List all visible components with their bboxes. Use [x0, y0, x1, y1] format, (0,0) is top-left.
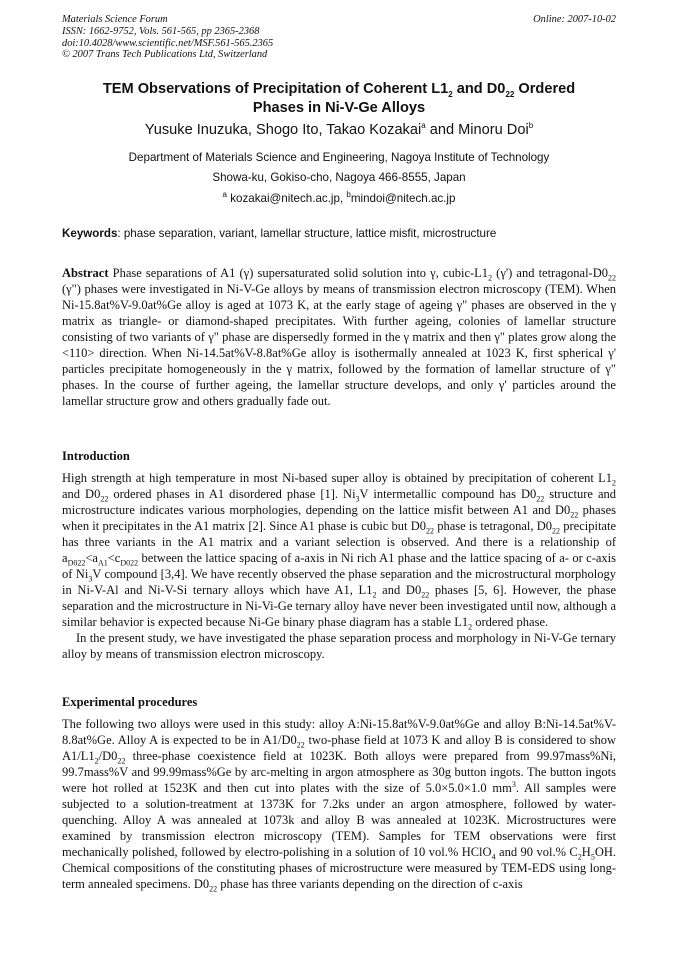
email-link-b[interactable]: mindoi@nitech.ac.jp [350, 192, 456, 205]
doi-line[interactable]: doi:10.4028/www.scientific.net/MSF.561-565.2365 [62, 37, 274, 49]
email-link-a[interactable]: kozakai@nitech.ac.jp, [227, 192, 347, 205]
journal-header [62, 14, 273, 61]
online-date: Online: 2007-10-02 [533, 14, 616, 25]
copyright-line: © 2007 Trans Tech Publications Ltd, Switzerland [62, 49, 268, 61]
affiliation-emails: $^a$ kozakai@nitech.ac.jp, $^b$mindoi@nitech.ac.jp [222, 190, 456, 205]
author-list: Yusuke Inuzuka, Shogo Ito, Takao Kozakai$^a$ and Minoru Doi$^b$ [144, 121, 534, 138]
affiliation-dept: Department of Materials Science and Engineering, Nagoya Institute of Technology [128, 151, 550, 164]
abstract: Abstract Phase separations of A1 (γ) supersaturated solid solution into γ, cubic-$L1_2$ (γ') and tetragonal-$D0_{22}$ (γ") phases were investigated in Ni-V-Ge alloys by means of transmission electron microscopy (TEM). When Ni-15.8at%V-9.0at%Ge alloy is aged at 1073 K, at the early stage of ageing γ" phases are observed in the γ matrix as triangle- or diamond-shaped precipitates. With further ageing, colonies of lamellar structure consisting of two variants of γ" phase are dispersedly formed in the γ matrix and then γ" plates grow along the <110> direction. When Ni-14.5at%V-8.8at%Ge alloy is isothermally annealed at 1023 K, first spherical γ' particles precipitate homogeneously in the γ matrix, followed by the formation of lamellar structure of γ" phases. In the course of further ageing, the lamellar structure develops, and only γ' particles around the lamellar structure grow and others gradually fade out. [62, 266, 616, 408]
issn-line: ISSN: 1662-9752, Vols. 561-565, pp 2365-2368 [62, 25, 260, 37]
introduction-body: High strength at high temperature in most Ni-based super alloy is obtained by precipitation of coherent $L1_2$ and $D0_{22}$ ordered phases in A1 disordered phase [1]. $Ni_3V$ intermetallic compound has $D0_{22}$ structure and microstructure indicates various morphologies, depending on the lattice misfit between A1 and $D0_{22}$ phases when it precipitates in the A1 matrix [2]. Since A1 phase is cubic but $D0_{22}$ phase is tetragonal, $D0_{22}$ precipitate has three variants in the A1 matrix and a variant selection is observed. And there is a relationship of $a_{D022}<a_{A1}<c_{D022}$ between the lattice spacing of a-axis in Ni rich A1 phase and the lattice spacing of a- or c-axis of $Ni_3V$ compound [3,4]. We have recently observed the phase separation and the microstructural morphology in Ni-V-Al and Ni-V-Si ternary alloys which have A1, $L1_2$ and $D0_{22}$ phases [5, 6]. However, the phase separation and the microstructure in Ni-Vi-Ge ternary alloy have never been investigated until now, although a similar behavior is expected because Ni-Ge binary phase diagram has a stable $L1_2$ ordered phase. In the present study, we have investigated the phase separation process and morphology in Ni-V-Ge ternary alloy by means of transmission electron microscopy. [62, 471, 617, 661]
introduction-heading: Introduction [62, 449, 130, 463]
introduction-paragraph-2: In the present study, we have investigated the phase separation process and morphology in Ni-V-Ge ternary alloy by means of transmission electron microscopy. [62, 631, 616, 661]
journal-name: Materials Science Forum [62, 14, 168, 25]
paper-title: TEM Observations of Precipitation of Coherent $L1_2$ and $D0_{22}$ Ordered Phases in Ni-V-Ge Alloys [102, 81, 576, 116]
abstract-label: Abstract [62, 266, 109, 280]
affiliation-address: Showa-ku, Gokiso-cho, Nagoya 466-8555, Japan [212, 171, 466, 184]
experimental-body: The following two alloys were used in this study: alloy A:Ni-15.8at%V-9.0at%Ge and alloy B:Ni-14.5at%V-8.8at%Ge. Alloy A is expected to be in $A1/D0_{22}$ two-phase field at 1073 K and alloy B is considered to show $A1/L1_2/D0_{22}$ three-phase coexistence field at 1023K. Both alloys were prepared from 99.97mass%Ni, 99.7mass%V and 99.99mass%Ge by arc-melting in argon atmosphere as 30g button ingots. The button ingots were hot rolled at 1523K and then cut into plates with the size of 5.0×5.0×1.0 $mm^3$. All samples were subjected to a solution-treatment at 1373K for 7.2ks under an argon atmosphere, followed by water-quenching. Alloy A was annealed at 1073k and alloy B was annealed at 1023K. Microstructures were examined by transmission electron microscopy (TEM). Samples for TEM observations were first mechanically polished, followed by electro-polishing in a solution of 10 vol.% HClO$_4$ and 90 vol.% $C_2H_5OH$. Chemical compositions of the constituting phases of microstructure were measured by TEM-EDS using long-term annealed specimens. $D0_{22}$ phase has three variants depending on the direction of c-axis [62, 717, 617, 894]
experimental-heading: Experimental procedures [62, 695, 198, 709]
keywords: Keywords: phase separation, variant, lamellar structure, lattice misfit, microstructure [62, 227, 497, 240]
keywords-label: Keywords [62, 227, 118, 240]
